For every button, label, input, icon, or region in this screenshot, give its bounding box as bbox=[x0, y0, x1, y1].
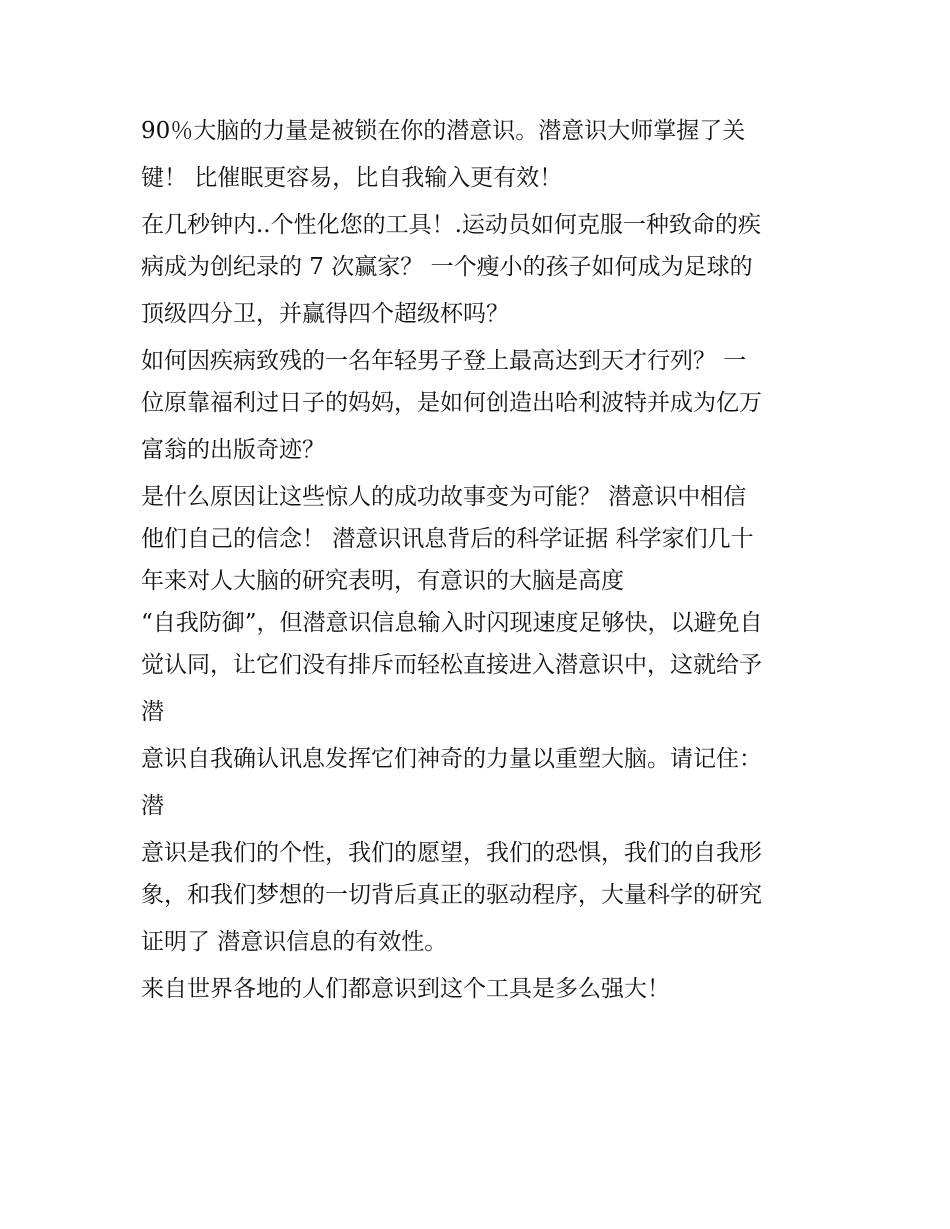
text-line: 是什么原因让这些惊人的成功故事变为可能？ 潜意识中相信 bbox=[141, 484, 747, 510]
text-line: 潜 bbox=[141, 793, 164, 819]
text-line: 富翁的出版奇迹？ bbox=[141, 437, 325, 463]
text-line: 键！ 比催眠更容易，比自我输入更有效！ bbox=[141, 165, 563, 191]
text-line: 觉认同，让它们没有排斥而轻松直接进入潜意识中，这就给予 bbox=[141, 652, 762, 678]
text-line: 如何因疾病致残的一名年轻男子登上最高达到天才行列？ 一 bbox=[141, 348, 747, 374]
text-line: 潜 bbox=[141, 699, 164, 725]
text-line: 他们自己的信念！ 潜意识讯息背后的科学证据 科学家们几十 bbox=[141, 526, 754, 552]
text-line: 位原靠福利过日子的妈妈，是如何创造出哈利波特并成为亿万 bbox=[141, 390, 762, 416]
text-line: 来自世界各地的人们都意识到这个工具是多么强大！ bbox=[141, 976, 670, 1002]
text-line: “自我防御”，但潜意识信息输入时闪现速度足够快，以避免自 bbox=[141, 610, 763, 636]
text-line: 顶级四分卫，并赢得四个超级杯吗？ bbox=[141, 301, 509, 327]
text-line: 年来对人大脑的研究表明，有意识的大脑是高度 bbox=[141, 568, 624, 594]
text-line: 象，和我们梦想的一切背后真正的驱动程序，大量科学的研究 bbox=[141, 882, 762, 908]
text-line: 证明了 潜意识信息的有效性。 bbox=[141, 929, 448, 955]
text-line: 病成为创纪录的 7 次赢家？ 一个瘦小的孩子如何成为足球的 bbox=[141, 254, 753, 280]
text-line: 90％大脑的力量是被锁在你的潜意识。潜意识大师掌握了关 bbox=[141, 118, 746, 144]
document-body bbox=[141, 110, 821, 1010]
text-line: 在几秒钟内..个性化您的工具！.运动员如何克服一种致命的疾 bbox=[141, 212, 761, 238]
text-line: 意识自我确认讯息发挥它们神奇的力量以重塑大脑。请记住： bbox=[141, 746, 762, 772]
text-line: 意识是我们的个性，我们的愿望，我们的恐惧，我们的自我形 bbox=[141, 840, 762, 866]
